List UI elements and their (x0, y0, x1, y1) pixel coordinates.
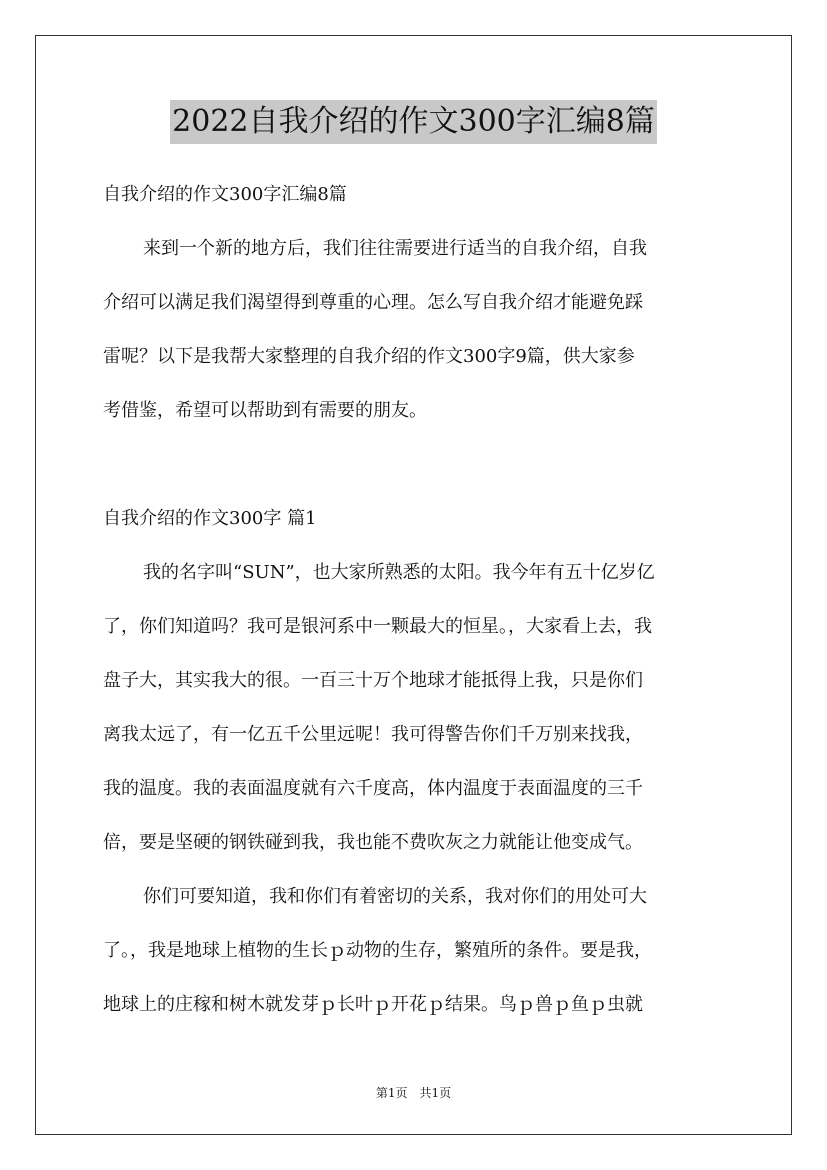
paragraph-line: 我的名字叫“SUN”，也大家所熟悉的太阳。我今年有五十亿岁亿 (143, 562, 655, 583)
intro-line: 雷呢？以下是我帮大家整理的自我介绍的作文300字9篇，供大家参 (103, 346, 635, 367)
document-title: 2022自我介绍的作文300字汇编8篇 (170, 100, 657, 144)
title-container (0, 100, 827, 144)
intro-line: 来到一个新的地方后，我们往往需要进行适当的自我介绍，自我 (143, 238, 647, 259)
page-footer: 第1页 共1页 (375, 1086, 452, 1100)
intro-line: 介绍可以满足我们渴望得到尊重的心理。怎么写自我介绍才能避免踩 (103, 292, 643, 313)
paragraph-line: 地球上的庄稼和树木就发芽ｐ长叶ｐ开花ｐ结果。鸟ｐ兽ｐ鱼ｐ虫就 (103, 994, 643, 1015)
paragraph-line: 离我太远了，有一亿五千公里远呢！我可得警告你们千万别来找我， (103, 724, 643, 745)
section-heading: 自我介绍的作文300字 篇1 (103, 508, 317, 529)
paragraph-line: 了，你们知道吗？我可是银河系中一颗最大的恒星。，大家看上去，我 (103, 616, 652, 637)
intro-line: 考借鉴，希望可以帮助到有需要的朋友。 (103, 400, 427, 421)
paragraph-line: 了。，我是地球上植物的生长ｐ动物的生存，繁殖所的条件。要是我， (103, 940, 652, 961)
paragraph-line: 盘子大，其实我大的很。一百三十万个地球才能抵得上我，只是你们 (103, 670, 643, 691)
paragraph-line: 你们可要知道，我和你们有着密切的关系，我对你们的用处可大 (143, 886, 647, 907)
paragraph-line: 倍，要是坚硬的钢铁碰到我，我也能不费吹灰之力就能让他变成气。 (103, 832, 643, 853)
document-subtitle: 自我介绍的作文300字汇编8篇 (103, 184, 347, 205)
paragraph-line: 我的温度。我的表面温度就有六千度高，体内温度于表面温度的三千 (103, 778, 643, 799)
